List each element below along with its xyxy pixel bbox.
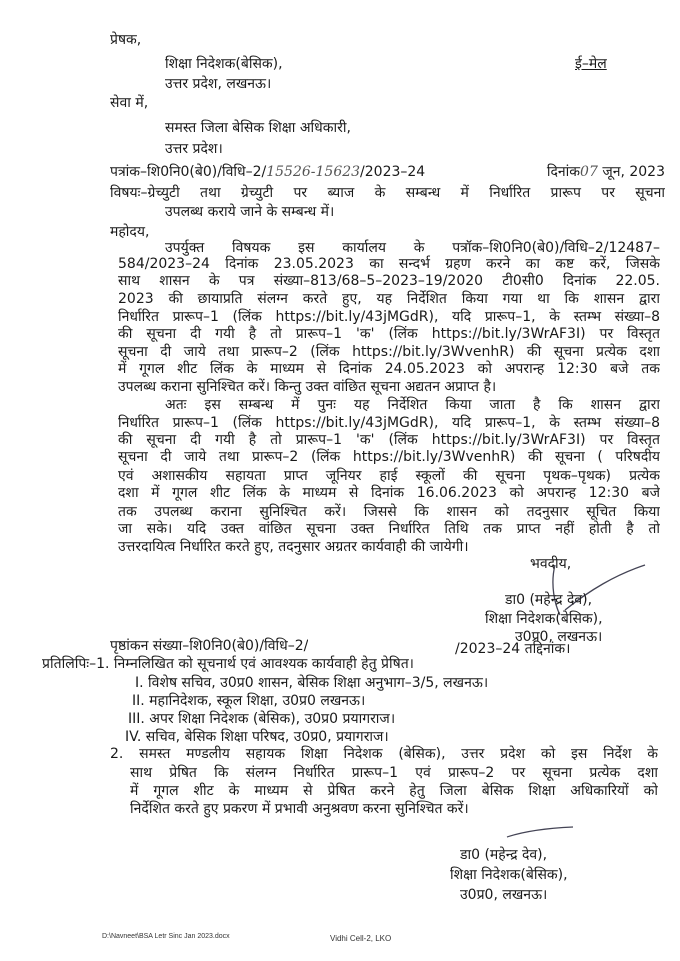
salutation: महोदय, bbox=[110, 224, 150, 240]
signatory2-designation: शिक्षा निदेशक(बेसिक), bbox=[450, 867, 568, 883]
body-line: 2023 की छायाप्रति संलग्न करते हुए, यह निर्देशित किया गया था कि शासन द्वारा bbox=[118, 291, 660, 307]
signatory1-designation: शिक्षा निदेशक(बेसिक), bbox=[485, 611, 603, 627]
subject-line2: उपलब्ध कराये जाने के सम्बन्ध में। bbox=[165, 204, 335, 220]
signatory2-place: उ0प्र0, लखनऊ। bbox=[460, 887, 548, 903]
body-line: 584/2023–24 दिनांक 23.05.2023 का सन्दर्भ ग्रहण करने का कष्ट करें, जिसके bbox=[118, 256, 660, 272]
copy-item: II. महानिदेशक, स्कूल शिक्षा, उ0प्र0 लखनऊ। bbox=[132, 693, 366, 709]
date-rest: जून, 2023 bbox=[602, 164, 665, 180]
signatory1-name: डा0 (महेन्द्र देव), bbox=[505, 592, 593, 608]
date-handwritten-day: 07 bbox=[580, 164, 598, 180]
sender-label: प्रेषक, bbox=[110, 32, 142, 48]
endorsement-number: पृष्ठांकन संख्या–शि0नि0(बे0)/विधि–2/ bbox=[110, 638, 309, 654]
body-line: में गूगल शीट लिंक के माध्यम से दिनांक 24.05.2023 को अपरान्ह 12:30 बजे तक bbox=[118, 361, 660, 377]
email-tag: ई–मेल bbox=[575, 56, 607, 72]
body-line: की सूचना दी गयी है तो प्रारूप–1 'क' (लिंक https://bit.ly/3WrAF3I) पर विस्तृत bbox=[118, 326, 660, 342]
recipient-label: सेवा में, bbox=[110, 95, 149, 111]
copy-item: III. अपर शिक्षा निदेशक (बेसिक), उ0प्र0 प्रयागराज। bbox=[128, 711, 396, 727]
signature-mark-2 bbox=[505, 825, 575, 840]
recipient-line1: समस्त जिला बेसिक शिक्षा अधिकारी, bbox=[165, 120, 351, 136]
footer-file-path: D:\Navneet\BSA Letr Sinc Jan 2023.docx bbox=[102, 933, 230, 940]
body-line: निर्धारित प्रारूप–1 (लिंक https://bit.ly/43jMGdR), यदि प्रारूप–1, के स्तम्भ संख्या–8 bbox=[118, 309, 660, 325]
body-line: उपर्युक्त विषयक इस कार्यालय के पत्रॉक–शि0नि0(बे0)/विधि–2/12487– bbox=[165, 240, 660, 256]
body-line: दशा में गूगल शीट लिंक के माध्यम से दिनांक 16.06.2023 को अपरान्ह 12:30 बजे bbox=[118, 485, 660, 501]
endorsement-date: /2023–24 तद्दिनांक। bbox=[455, 641, 571, 657]
body-line: की सूचना दी गयी है तो प्रारूप–1 'क' (लिंक https://bit.ly/3WrAF3I) पर विस्तृत bbox=[118, 432, 660, 448]
footer-office: Vidhi Cell-2, LKO bbox=[330, 934, 392, 943]
recipient-line2: उत्तर प्रदेश। bbox=[165, 141, 223, 157]
body-line: साथ शासन के पत्र संख्या–813/68–5–2023–19/2020 टी0सी0 दिनांक 22.05. bbox=[118, 273, 660, 289]
copy-item: IV. सचिव, बेसिक शिक्षा परिषद, उ0प्र0, प्रयागराज। bbox=[125, 729, 389, 745]
body-line: अतः इस सम्बन्ध में पुनः यह निर्देशित किया जाता है कि शासन द्वारा bbox=[165, 397, 660, 413]
body-line: सूचना दी जाये तथा प्रारूप–2 (लिंक https://bit.ly/3WvenhR) की सूचना प्रत्येक दशा bbox=[118, 344, 660, 360]
sender-line2: उत्तर प्रदेश, लखनऊ। bbox=[165, 76, 272, 92]
copy-point2-line: निर्देशित करते हुए प्रकरण में प्रभावी अनुश्रवण करना सुनिश्चित करें। bbox=[130, 801, 469, 817]
reference-line bbox=[110, 163, 665, 181]
ref-suffix: /2023–24 bbox=[360, 164, 426, 180]
signatory2-name: डा0 (महेन्द्र देव), bbox=[460, 847, 548, 863]
ref-handwritten-number: 15526-15623 bbox=[266, 164, 361, 180]
date-label: दिनांक bbox=[546, 164, 581, 180]
copy-point2-line: 2. समस्त मण्डलीय सहायक शिक्षा निदेशक (बेसिक), उत्तर प्रदेश को इस निर्देश के bbox=[110, 746, 658, 762]
copy-to-line: प्रतिलिपिः–1. निम्नलिखित को सूचनार्थ एवं आवश्यक कार्यवाही हेतु प्रेषित। bbox=[42, 656, 414, 672]
body-line: जा सके। यदि उक्त वांछित सूचना उक्त निर्धारित तिथि तक प्राप्त नहीं होती है तो bbox=[118, 521, 660, 537]
subject-line1: विषयः–ग्रेच्युटी तथा ग्रेच्युटी पर ब्याज के सम्बन्ध में निर्धारित प्रारूप पर सूचना bbox=[110, 185, 665, 201]
body-line: सूचना दी जाये तथा प्रारूप–2 (लिंक https://bit.ly/3WvenhR) की सूचना ( परिषदीय bbox=[118, 449, 660, 465]
copy-point2-line: में गूगल शीट के माध्यम से प्रेषित करने हेतु जिला बेसिक शिक्षा अधिकारियों को bbox=[130, 783, 658, 799]
closing: भवदीय, bbox=[530, 556, 572, 572]
signatory1-place: उ0प्र0, लखनऊ। bbox=[515, 629, 603, 645]
body-line: एवं अशासकीय सहायता प्राप्त जूनियर हाई स्कूलों की सूचना पृथक–पृथक) प्रत्येक bbox=[118, 468, 660, 484]
body-line: निर्धारित प्रारूप–1 (लिंक https://bit.ly/43jMGdR), यदि प्रारूप–1, के स्तम्भ संख्या–8 bbox=[118, 415, 660, 431]
ref-prefix: पत्रांक–शि0नि0(बे0)/विधि–2/ bbox=[110, 164, 267, 180]
body-line: उपलब्ध कराना सुनिश्चित करें। किन्तु उक्त वांछित सूचना अद्यतन अप्राप्त है। bbox=[118, 379, 497, 395]
sender-line1: शिक्षा निदेशक(बेसिक), bbox=[165, 56, 283, 72]
body-line: तक उपलब्ध कराना सुनिश्चित करें। जिससे कि शासन को तदनुसार सूचित किया bbox=[118, 504, 660, 520]
body-line: उत्तरदायित्व निर्धारित करते हुए, तदनुसार अग्रतर कार्यवाही की जायेगी। bbox=[118, 539, 469, 555]
copy-point2-line: साथ प्रेषित कि संलग्न निर्धारित प्रारूप–1 एवं प्रारूप–2 पर सूचना प्रत्येक दशा bbox=[130, 765, 658, 781]
copy-item: I. विशेष सचिव, उ0प्र0 शासन, बेसिक शिक्षा अनुभाग–3/5, लखनऊ। bbox=[135, 675, 489, 691]
